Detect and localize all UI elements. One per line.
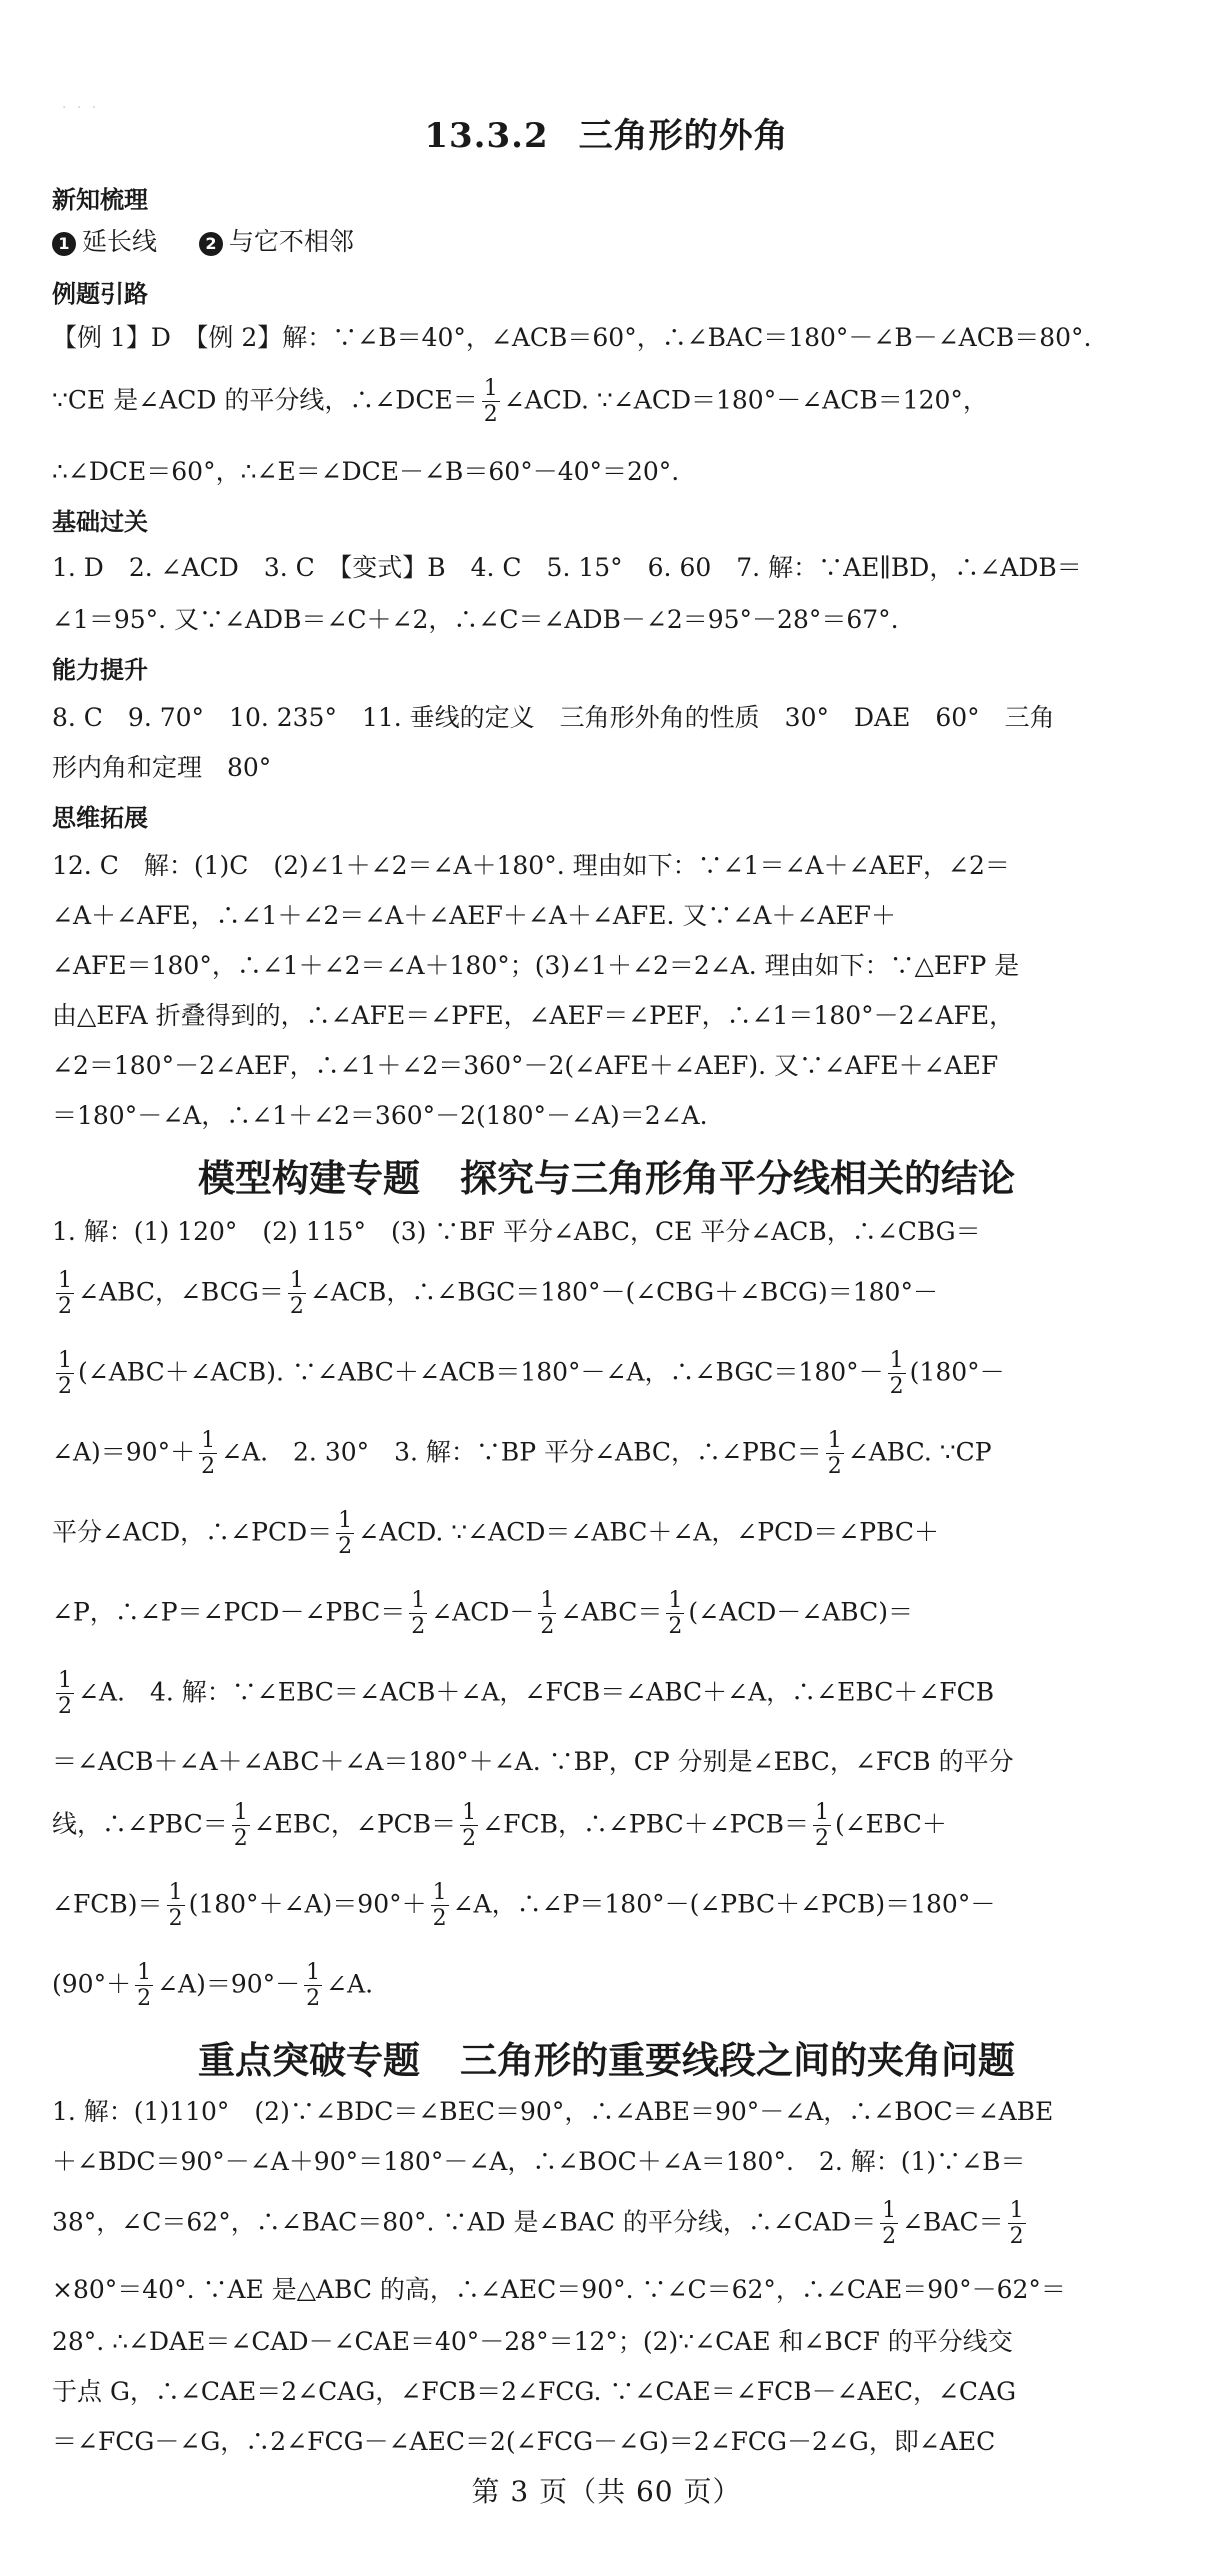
fraction (826, 1428, 844, 1480)
text: ∠ACD. ∵∠ACD＝180°－∠ACB＝120°， (503, 385, 988, 415)
frac-num: 1 (289, 1268, 304, 1293)
zhongdian-line-7: ＝∠FCG－∠G，∴2∠FCG－∠AEC＝2(∠FCG－∠G)＝2∠FCG－2∠G，即∠AEC (52, 2427, 996, 2456)
title-text: 三角形的外角 (578, 116, 789, 156)
fraction (538, 1588, 556, 1640)
section-title-a: 重点突破专题 (198, 2038, 420, 2082)
text: 线，∴∠PBC＝ (52, 1809, 228, 1839)
fraction (482, 376, 500, 428)
frac-num: 1 (483, 376, 498, 401)
frac-den: 2 (432, 1906, 447, 1932)
text: ∠ABC. ∵CP (847, 1437, 992, 1467)
frac-num: 1 (168, 1880, 183, 1905)
nengli-line-1: 8. C 9. 70° 10. 235° 11. 垂线的定义 三角形外角的性质 30° DAE 60° 三角 (52, 703, 1055, 732)
frac-num: 1 (58, 1268, 72, 1293)
frac-den: 2 (233, 1826, 248, 1852)
frac-num: 1 (540, 1588, 555, 1613)
moxing-line-1: 1. 解：(1) 120° (2) 115° (3) ∵BF 平分∠ABC，CE 平分∠ACB，∴∠CBG＝ (52, 1217, 981, 1246)
frac-num: 1 (233, 1800, 248, 1825)
moxing-line-6 (52, 1588, 1162, 1640)
text: ∠A，∴∠P＝180°－(∠PBC＋∠PCB)＝180°－ (452, 1889, 996, 1919)
fraction (409, 1588, 427, 1640)
marker-2: 2 (199, 232, 223, 256)
frac-den: 2 (411, 1614, 426, 1640)
frac-num: 1 (137, 1960, 152, 1985)
frac-num: 1 (462, 1800, 477, 1825)
frac-den: 2 (201, 1454, 216, 1480)
fraction (288, 1268, 306, 1320)
text: ∠ABC＝ (560, 1597, 663, 1627)
zhongdian-line-3 (52, 2198, 1162, 2250)
section-title-moxing (0, 1148, 1213, 1202)
liti-line-2 (52, 376, 1162, 428)
siwei-line-4: 由△EFA 折叠得到的，∴∠AFE＝∠PFE，∠AEF＝∠PEF，∴∠1＝180°－2∠AFE， (52, 1001, 1015, 1030)
zhongdian-line-4: ×80°＝40°. ∵AE 是△ABC 的高，∴∠AEC＝90°. ∵∠C＝62°，∴∠CAE＝90°－62°＝ (52, 2275, 1066, 2304)
corner-mark: · · · (62, 100, 100, 116)
jichu-line-1: 1. D 2. ∠ACD 3. C 【变式】B 4. C 5. 15° 6. 60 7. 解：∵AE∥BD，∴∠ADB＝ (52, 553, 1082, 582)
text: ∠EBC，∠PCB＝ (253, 1809, 457, 1839)
frac-num: 1 (668, 1588, 683, 1613)
text: ∠A. 4. 解：∵∠EBC＝∠ACB＋∠A，∠FCB＝∠ABC＋∠A，∴∠EBC＋∠FCB (78, 1677, 995, 1707)
moxing-line-8: ＝∠ACB＋∠A＋∠ABC＋∠A＝180°＋∠A. ∵BP，CP 分别是∠EBC，∠FCB 的平分 (52, 1747, 1014, 1776)
fraction (56, 1348, 74, 1400)
text: 38°，∠C＝62°，∴∠BAC＝80°. ∵AD 是∠BAC 的平分线，∴∠CAD＝ (52, 2207, 877, 2237)
answer-2: 与它不相邻 (228, 227, 354, 256)
fraction (460, 1800, 478, 1852)
text: ∠P，∴∠P＝∠PCD－∠PBC＝ (52, 1597, 406, 1627)
frac-den: 2 (289, 1294, 304, 1320)
text: ∠FCB，∴∠PBC＋∠PCB＝ (482, 1809, 809, 1839)
fraction (880, 2198, 898, 2250)
text: (∠ACD－∠ABC)＝ (688, 1597, 914, 1627)
answer-1: 延长线 (82, 227, 158, 256)
siwei-line-1: 12. C 解：(1)C (2)∠1＋∠2＝∠A＋180°. 理由如下：∵∠1＝∠A＋∠AEF，∠2＝ (52, 851, 1010, 880)
text: ∵CE 是∠ACD 的平分线，∴∠DCE＝ (52, 385, 478, 415)
text: ∠ACD. ∵∠ACD＝∠ABC＋∠A，∠PCD＝∠PBC＋ (358, 1517, 940, 1547)
fraction (336, 1508, 354, 1560)
frac-num: 1 (338, 1508, 353, 1533)
text: (180°＋∠A)＝90°＋ (188, 1889, 427, 1919)
frac-num: 1 (306, 1960, 321, 1985)
fraction (888, 1348, 906, 1400)
frac-den: 2 (889, 1374, 904, 1400)
page-title (0, 108, 1213, 157)
zhongdian-line-5: 28°. ∴∠DAE＝∠CAD－∠CAE＝40°－28°＝12°；(2)∵∠CAE 和∠BCF 的平分线交 (52, 2327, 1013, 2356)
frac-num: 1 (58, 1668, 72, 1693)
fraction (431, 1880, 449, 1932)
text: ∠A)＝90°＋ (52, 1437, 196, 1467)
frac-den: 2 (58, 1294, 72, 1320)
jichu-line-2: ∠1＝95°. 又∵∠ADB＝∠C＋∠2，∴∠C＝∠ADB－∠2＝95°－28°＝67°. (52, 605, 899, 634)
text: 平分∠ACD，∴∠PCD＝ (52, 1517, 333, 1547)
liti-line-1: 【例 1】D 【例 2】解：∵∠B＝40°，∠ACB＝60°，∴∠BAC＝180°－∠B－∠ACB＝80°. (52, 323, 1092, 352)
moxing-line-11 (52, 1960, 1162, 2012)
text: ∠ACB，∴∠BGC＝180°－(∠CBG＋∠BCG)＝180°－ (309, 1277, 938, 1307)
frac-den: 2 (58, 1694, 72, 1720)
heading-liti: 例题引路 (52, 280, 148, 308)
frac-num: 1 (827, 1428, 842, 1453)
frac-den: 2 (814, 1826, 829, 1852)
fraction (813, 1800, 831, 1852)
xinzhi-answers (52, 222, 1162, 258)
frac-den: 2 (462, 1826, 477, 1852)
frac-num: 1 (889, 1348, 904, 1373)
siwei-line-6: ＝180°－∠A，∴∠1＋∠2＝360°－2(180°－∠A)＝2∠A. (52, 1101, 708, 1130)
text: (180°－ (909, 1357, 1005, 1387)
frac-num: 1 (411, 1588, 426, 1613)
frac-den: 2 (827, 1454, 842, 1480)
frac-num: 1 (882, 2198, 897, 2223)
text: ∠A. 2. 30° 3. 解：∵BP 平分∠ABC，∴∠PBC＝ (221, 1437, 822, 1467)
fraction (232, 1800, 250, 1852)
frac-den: 2 (668, 1614, 683, 1640)
liti-line-3: ∴∠DCE＝60°，∴∠E＝∠DCE－∠B＝60°－40°＝20°. (52, 457, 680, 486)
frac-den: 2 (58, 1374, 72, 1400)
text: ∠ACD－ (431, 1597, 535, 1627)
title-number: 13.3.2 (424, 116, 549, 156)
frac-num: 1 (432, 1880, 447, 1905)
frac-num: 1 (814, 1800, 829, 1825)
section-title-a: 模型构建专题 (198, 1156, 420, 1200)
moxing-line-10 (52, 1880, 1162, 1932)
text: (90°＋ (52, 1969, 132, 1999)
zhongdian-line-1: 1. 解：(1)110° (2)∵∠BDC＝∠BEC＝90°，∴∠ABE＝90°－∠A，∴∠BOC＝∠ABE (52, 2097, 1054, 2126)
moxing-line-2 (52, 1268, 1162, 1320)
text: ∠A)＝90°－ (157, 1969, 301, 1999)
moxing-line-7 (52, 1668, 1162, 1720)
heading-nengli: 能力提升 (52, 656, 148, 684)
fraction (135, 1960, 153, 2012)
heading-xinzhi: 新知梳理 (52, 186, 148, 214)
text: ∠A. (326, 1969, 374, 1999)
moxing-line-3 (52, 1348, 1162, 1400)
siwei-line-2: ∠A＋∠AFE，∴∠1＋∠2＝∠A＋∠AEF＋∠A＋∠AFE. 又∵∠A＋∠AEF＋ (52, 901, 896, 930)
frac-num: 1 (201, 1428, 216, 1453)
fraction (167, 1880, 185, 1932)
frac-den: 2 (1009, 2224, 1024, 2250)
marker-1: 1 (52, 232, 76, 256)
moxing-line-4 (52, 1428, 1162, 1480)
fraction (199, 1428, 217, 1480)
frac-den: 2 (338, 1534, 353, 1560)
frac-den: 2 (168, 1906, 183, 1932)
fraction (304, 1960, 322, 2012)
fraction (56, 1668, 74, 1720)
frac-den: 2 (306, 1986, 321, 2012)
frac-den: 2 (137, 1986, 152, 2012)
text: ∠ABC，∠BCG＝ (78, 1277, 284, 1307)
zhongdian-line-2: ＋∠BDC＝90°－∠A＋90°＝180°－∠A，∴∠BOC＋∠A＝180°. 2. 解：(1)∵∠B＝ (52, 2147, 1026, 2176)
section-title-b: 探究与三角形角平分线相关的结论 (460, 1156, 1015, 1200)
siwei-line-3: ∠AFE＝180°，∴∠1＋∠2＝∠A＋180°；(3)∠1＋∠2＝2∠A. 理由如下：∵△EFP 是 (52, 951, 1020, 980)
zhongdian-line-6: 于点 G，∴∠CAE＝2∠CAG，∠FCB＝2∠FCG. ∵∠CAE＝∠FCB－∠AEC，∠CAG (52, 2377, 1017, 2406)
moxing-line-9 (52, 1800, 1162, 1852)
frac-num: 1 (58, 1348, 72, 1373)
text: ∠BAC＝ (902, 2207, 1004, 2237)
page-footer: 第 3 页（共 60 页） (471, 2475, 742, 2508)
frac-num: 1 (1009, 2198, 1024, 2223)
heading-jichu: 基础过关 (52, 508, 148, 536)
frac-den: 2 (882, 2224, 897, 2250)
heading-siwei: 思维拓展 (52, 804, 148, 832)
fraction (56, 1268, 74, 1320)
section-title-b: 三角形的重要线段之间的夹角问题 (460, 2038, 1015, 2082)
fraction (1008, 2198, 1026, 2250)
text: (∠ABC＋∠ACB). ∵∠ABC＋∠ACB＝180°－∠A，∴∠BGC＝180°－ (78, 1357, 884, 1387)
text: ∠FCB)＝ (52, 1889, 163, 1919)
nengli-line-2: 形内角和定理 80° (52, 753, 272, 782)
moxing-line-5 (52, 1508, 1162, 1560)
section-title-zhongdian (0, 2030, 1213, 2084)
frac-den: 2 (483, 402, 498, 428)
text: (∠EBC＋ (834, 1809, 947, 1839)
frac-den: 2 (540, 1614, 555, 1640)
siwei-line-5: ∠2＝180°－2∠AEF，∴∠1＋∠2＝360°－2(∠AFE＋∠AEF). 又∵∠AFE＋∠AEF (52, 1051, 999, 1080)
fraction (666, 1588, 684, 1640)
